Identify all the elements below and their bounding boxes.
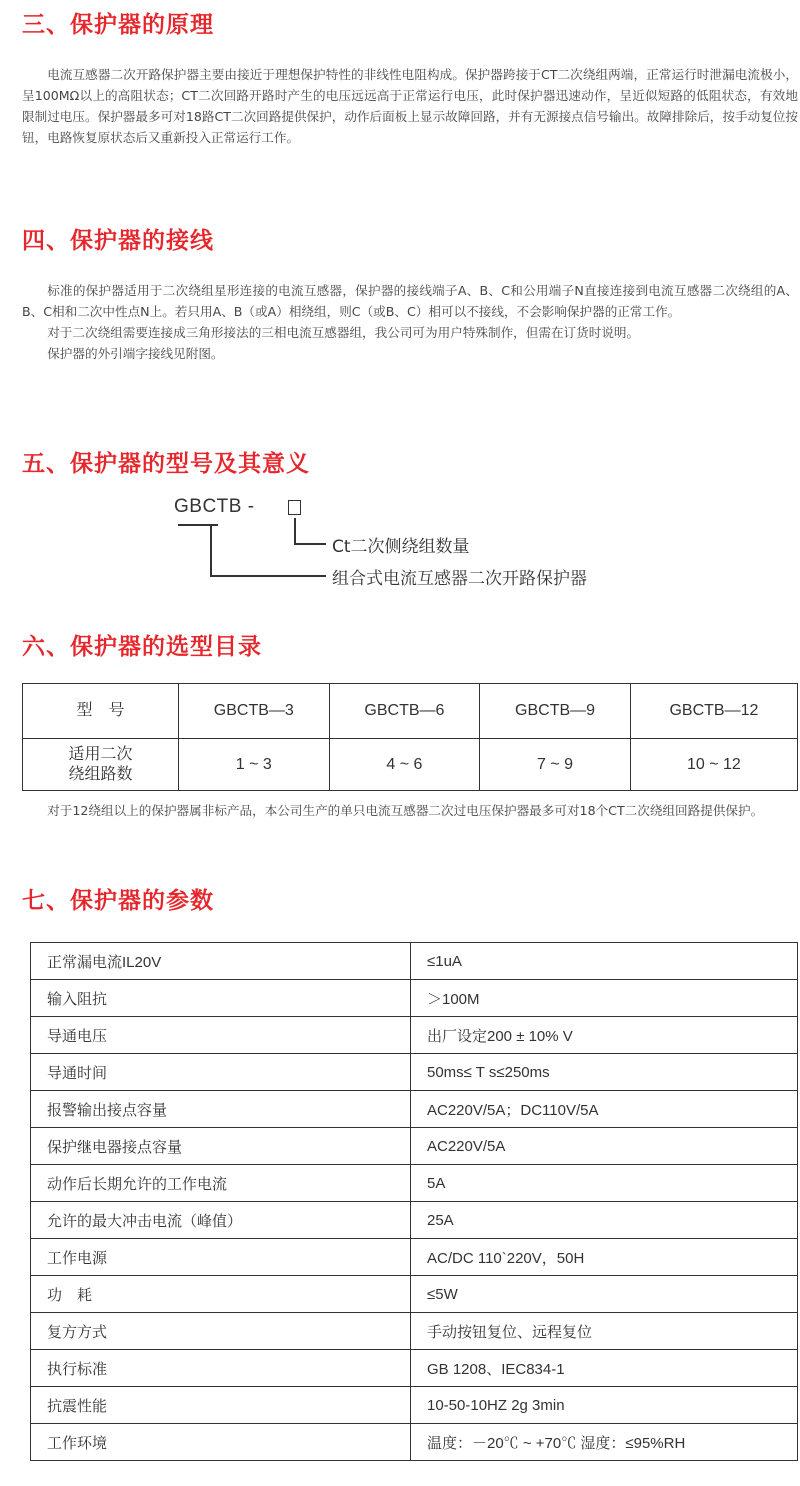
section-title-model: 五、保护器的型号及其意义	[22, 451, 310, 477]
param-key: 动作后长期允许的工作电流	[31, 1165, 411, 1202]
param-value: AC220V/5A	[411, 1128, 798, 1165]
table-row	[31, 1350, 798, 1387]
param-value: AC/DC 110`220V，50H	[411, 1239, 798, 1276]
param-key: 执行标准	[31, 1350, 411, 1387]
param-key: 功 耗	[31, 1276, 411, 1313]
section-title-wiring: 四、保护器的接线	[22, 228, 214, 254]
bracket-line-name-h	[210, 575, 326, 577]
bracket-line-name-top	[178, 524, 218, 526]
param-value: ＞100M	[411, 980, 798, 1017]
selection-range-cell: 1 ~ 3	[179, 739, 330, 791]
param-value: 25A	[411, 1202, 798, 1239]
selection-note: 对于12绕组以上的保护器属非标产品，本公司生产的单只电流互感器二次过电压保护器最多可对18个CT二次绕组回路提供保护。	[47, 803, 764, 818]
param-key: 抗震性能	[31, 1387, 411, 1424]
table-row	[31, 1128, 798, 1165]
table-row	[31, 980, 798, 1017]
section-title-parameters: 七、保护器的参数	[22, 888, 214, 914]
table-row	[31, 1313, 798, 1350]
table-row	[31, 1017, 798, 1054]
param-key: 报警输出接点容量	[31, 1091, 411, 1128]
section-title-principle: 三、保护器的原理	[22, 12, 214, 38]
wiring-paragraph-2: 对于二次绕组需要连接成三角形接法的三相电流互感器组，我公司可为用户特殊制作，但需在订货时说明。	[47, 325, 640, 340]
bracket-line-name-v	[210, 524, 212, 576]
table-row	[31, 943, 798, 980]
model-placeholder-box	[288, 500, 301, 515]
model-label-name: 组合式电流互感器二次开路保护器	[332, 569, 587, 589]
bracket-line-count-v	[294, 518, 296, 544]
param-key: 工作电源	[31, 1239, 411, 1276]
param-value: ≤1uA	[411, 943, 798, 980]
param-key: 工作环境	[31, 1424, 411, 1461]
selection-model-cell: GBCTB—9	[480, 684, 631, 739]
wiring-paragraph-1: 标准的保护器适用于二次绕组星形连接的电流互感器，保护器的接线端子A、B、C和公用端子N直接连接到电流互感器二次绕组的A、B、C相和二次中性点N上。若只用A、B（或A）相绕组，则C（或B、C）相可以不接线，不会影响保护器的正常工作。	[22, 283, 798, 319]
selection-row-label	[23, 739, 179, 791]
selection-range-cell: 4 ~ 6	[329, 739, 480, 791]
table-row	[31, 1424, 798, 1461]
selection-row-label-line1: 适用二次	[68, 745, 133, 763]
table-row	[31, 1202, 798, 1239]
table-row	[31, 1239, 798, 1276]
param-key: 复方方式	[31, 1313, 411, 1350]
table-row	[31, 1091, 798, 1128]
selection-model-cell: GBCTB—3	[179, 684, 330, 739]
model-diagram	[170, 496, 690, 606]
table-row	[31, 1054, 798, 1091]
param-value: GB 1208、IEC834-1	[411, 1350, 798, 1387]
selection-range-cell: 7 ~ 9	[480, 739, 631, 791]
param-value: 10-50-10HZ 2g 3min	[411, 1387, 798, 1424]
parameters-table	[30, 942, 798, 1461]
param-key: 输入阻抗	[31, 980, 411, 1017]
wiring-paragraph-3: 保护器的外引端字接线见附图。	[47, 346, 224, 361]
bracket-line-count-h	[294, 543, 326, 545]
param-key: 导通电压	[31, 1017, 411, 1054]
table-row	[31, 1276, 798, 1313]
param-key: 正常漏电流IL20V	[31, 943, 411, 980]
selection-model-cell: GBCTB—6	[329, 684, 480, 739]
param-value: 50ms≤ T s≤250ms	[411, 1054, 798, 1091]
selection-header-label: 型 号	[23, 684, 179, 739]
table-row	[31, 1387, 798, 1424]
param-value: 温度：－20℃ ~ +70℃ 湿度：≤95%RH	[411, 1424, 798, 1461]
selection-range-cell: 10 ~ 12	[630, 739, 797, 791]
param-value: ≤5W	[411, 1276, 798, 1313]
table-row	[23, 739, 798, 791]
selection-row-label-line2: 绕组路数	[68, 765, 133, 783]
table-row	[23, 684, 798, 739]
selection-table	[22, 683, 798, 791]
param-value: AC220V/5A；DC110V/5A	[411, 1091, 798, 1128]
table-row	[31, 1165, 798, 1202]
param-value: 5A	[411, 1165, 798, 1202]
model-label-count: Ct二次侧绕组数量	[332, 537, 470, 557]
param-value: 出厂设定200 ± 10% V	[411, 1017, 798, 1054]
section-title-selection: 六、保护器的选型目录	[22, 634, 262, 660]
param-key: 允许的最大冲击电流（峰值）	[31, 1202, 411, 1239]
wiring-paragraphs	[22, 280, 798, 364]
param-value: 手动按钮复位、远程复位	[411, 1313, 798, 1350]
model-code: GBCTB -	[174, 496, 255, 517]
param-key: 导通时间	[31, 1054, 411, 1091]
param-key: 保护继电器接点容量	[31, 1128, 411, 1165]
principle-paragraph: 电流互感器二次开路保护器主要由接近于理想保护特性的非线性电阻构成。保护器跨接于CT二次绕组两端，正常运行时泄漏电流极小，呈100MΩ以上的高阻状态；CT二次回路开路时产生的电压远远高于正常运行电压，此时保护器迅速动作，呈近似短路的低阻状态，有效地限制过电压。保护器最多可对18路CT二次回路提供保护，动作后面板上显示故障回路，并有无源接点信号输出。故障排除后，按手动复位按钮，电路恢复原状态后又重新投入正常运行工作。	[22, 67, 798, 145]
selection-model-cell: GBCTB—12	[630, 684, 797, 739]
